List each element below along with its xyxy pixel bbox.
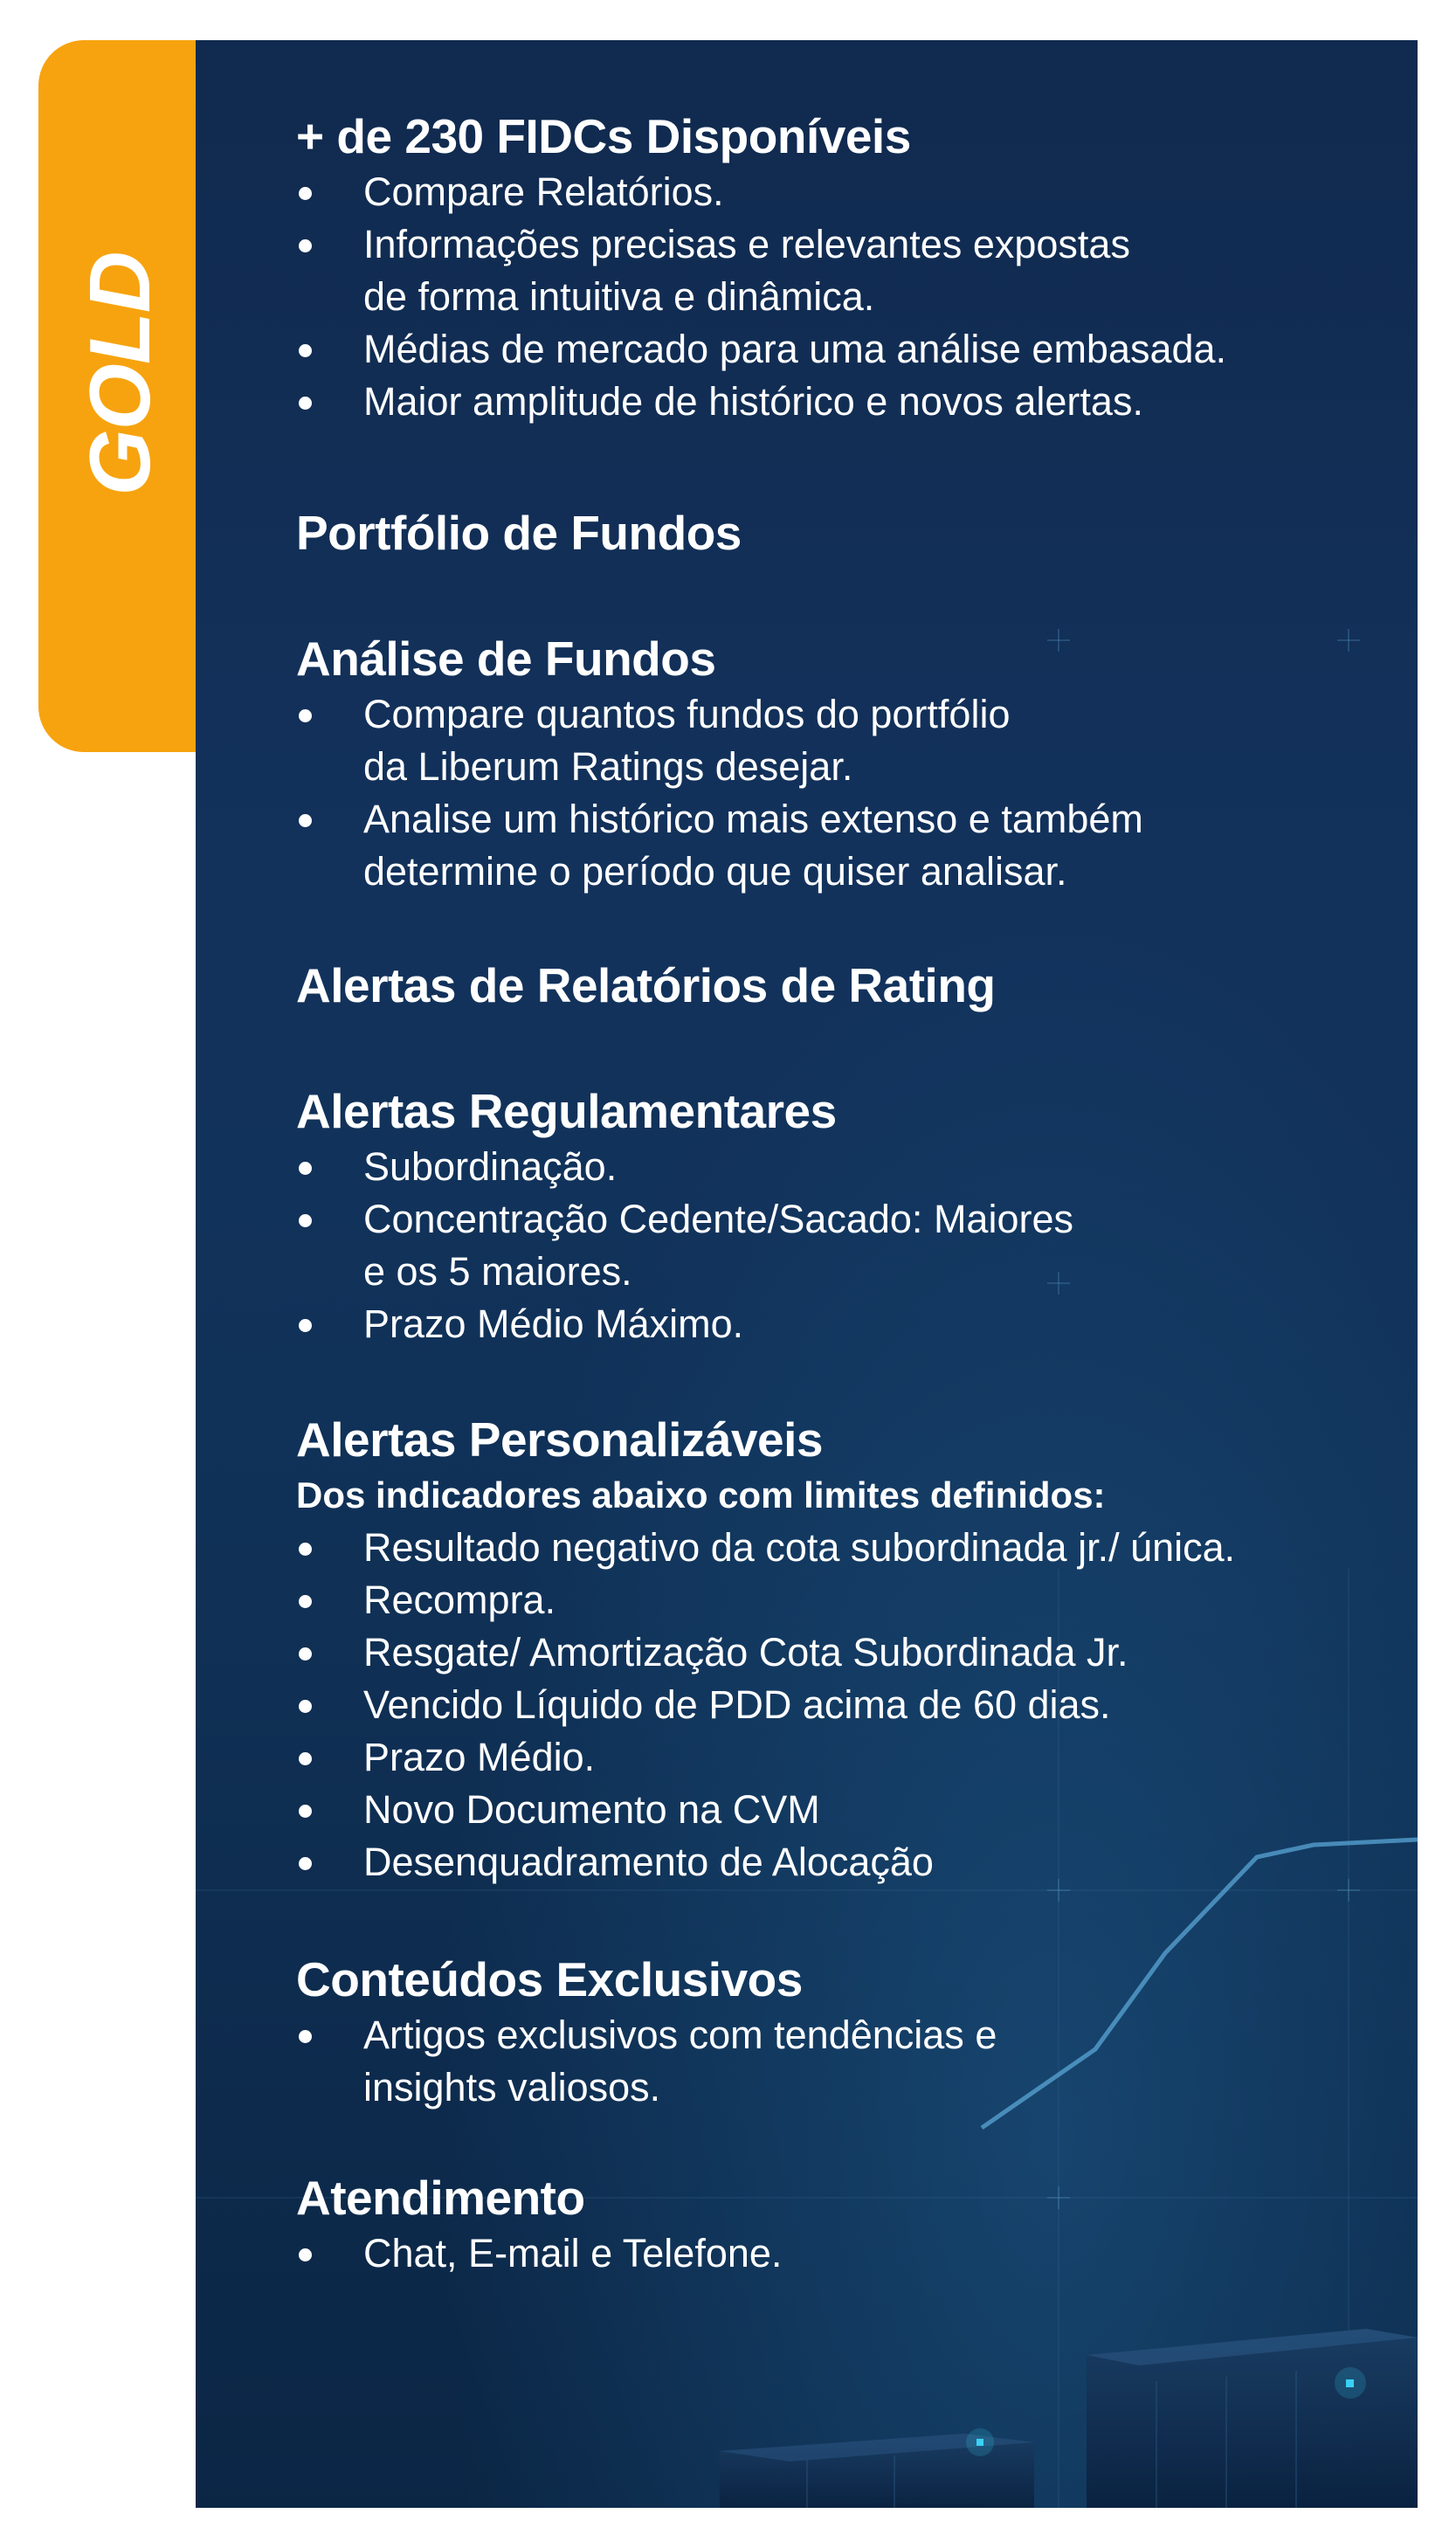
bullet-item: Prazo Médio. bbox=[296, 1731, 1388, 1784]
section-fidcs bbox=[296, 107, 1388, 428]
section-alertas-rating bbox=[296, 956, 1388, 1015]
bullet-item: Informações precisas e relevantes expostas de forma intuitiva e dinâmica. bbox=[296, 218, 1388, 323]
bullet-item: Subordinação. bbox=[296, 1141, 1388, 1193]
bullet-item: Prazo Médio Máximo. bbox=[296, 1298, 1388, 1350]
bullet-item: Vencido Líquido de PDD acima de 60 dias. bbox=[296, 1679, 1388, 1731]
bullet-item: Resgate/ Amortização Cota Subordinada Jr. bbox=[296, 1626, 1388, 1679]
section-heading: Atendimento bbox=[296, 2171, 585, 2225]
bullet-list bbox=[296, 1522, 1388, 1889]
section-heading: Alertas Personalizáveis bbox=[296, 1412, 824, 1467]
bullet-item: Analise um histórico mais extenso e também determine o período que quiser analisar. bbox=[296, 793, 1388, 898]
section-heading: Alertas de Relatórios de Rating bbox=[296, 958, 996, 1012]
section-heading: Conteúdos Exclusivos bbox=[296, 1952, 803, 2006]
bullet-item: Compare Relatórios. bbox=[296, 166, 1388, 218]
bullet-item: Resultado negativo da cota subordinada jr./ única. bbox=[296, 1522, 1388, 1574]
bullet-item: Recompra. bbox=[296, 1574, 1388, 1626]
section-heading: + de 230 FIDCs Disponíveis bbox=[296, 109, 911, 163]
bullet-item: Maior amplitude de histórico e novos alertas. bbox=[296, 376, 1388, 428]
section-alertas-regulamentares bbox=[296, 1081, 1388, 1350]
bullet-item: Artigos exclusivos com tendências e insights valiosos. bbox=[296, 2009, 1388, 2114]
bullet-list bbox=[296, 2009, 1388, 2114]
bullet-item: Chat, E-mail e Telefone. bbox=[296, 2227, 1388, 2280]
section-atendimento bbox=[296, 2168, 1388, 2280]
bullet-list bbox=[296, 688, 1388, 898]
section-alertas-personalizaveis bbox=[296, 1410, 1388, 1889]
section-analise bbox=[296, 629, 1388, 898]
features-panel bbox=[196, 40, 1418, 2508]
bullet-list bbox=[296, 1141, 1388, 1350]
bullet-item: Desenquadramento de Alocação bbox=[296, 1836, 1388, 1889]
section-heading: Alertas Regulamentares bbox=[296, 1084, 837, 1138]
bullet-list bbox=[296, 2227, 1388, 2280]
bullet-item: Novo Documento na CVM bbox=[296, 1784, 1388, 1836]
section-heading: Análise de Fundos bbox=[296, 632, 716, 686]
section-heading: Portfólio de Fundos bbox=[296, 506, 742, 560]
plan-tier-label: GOLD bbox=[72, 252, 168, 496]
bullet-item: Médias de mercado para uma análise embasada. bbox=[296, 323, 1388, 376]
bullet-list bbox=[296, 166, 1388, 428]
section-portfolio bbox=[296, 503, 1388, 563]
bullet-item: Compare quantos fundos do portfólio da Liberum Ratings desejar. bbox=[296, 688, 1388, 793]
section-conteudos bbox=[296, 1950, 1388, 2114]
section-subheading: Dos indicadores abaixo com limites definidos: bbox=[296, 1474, 1106, 1516]
bullet-item: Concentração Cedente/Sacado: Maiores e os 5 maiores. bbox=[296, 1193, 1388, 1298]
feature-list bbox=[296, 107, 1388, 2280]
